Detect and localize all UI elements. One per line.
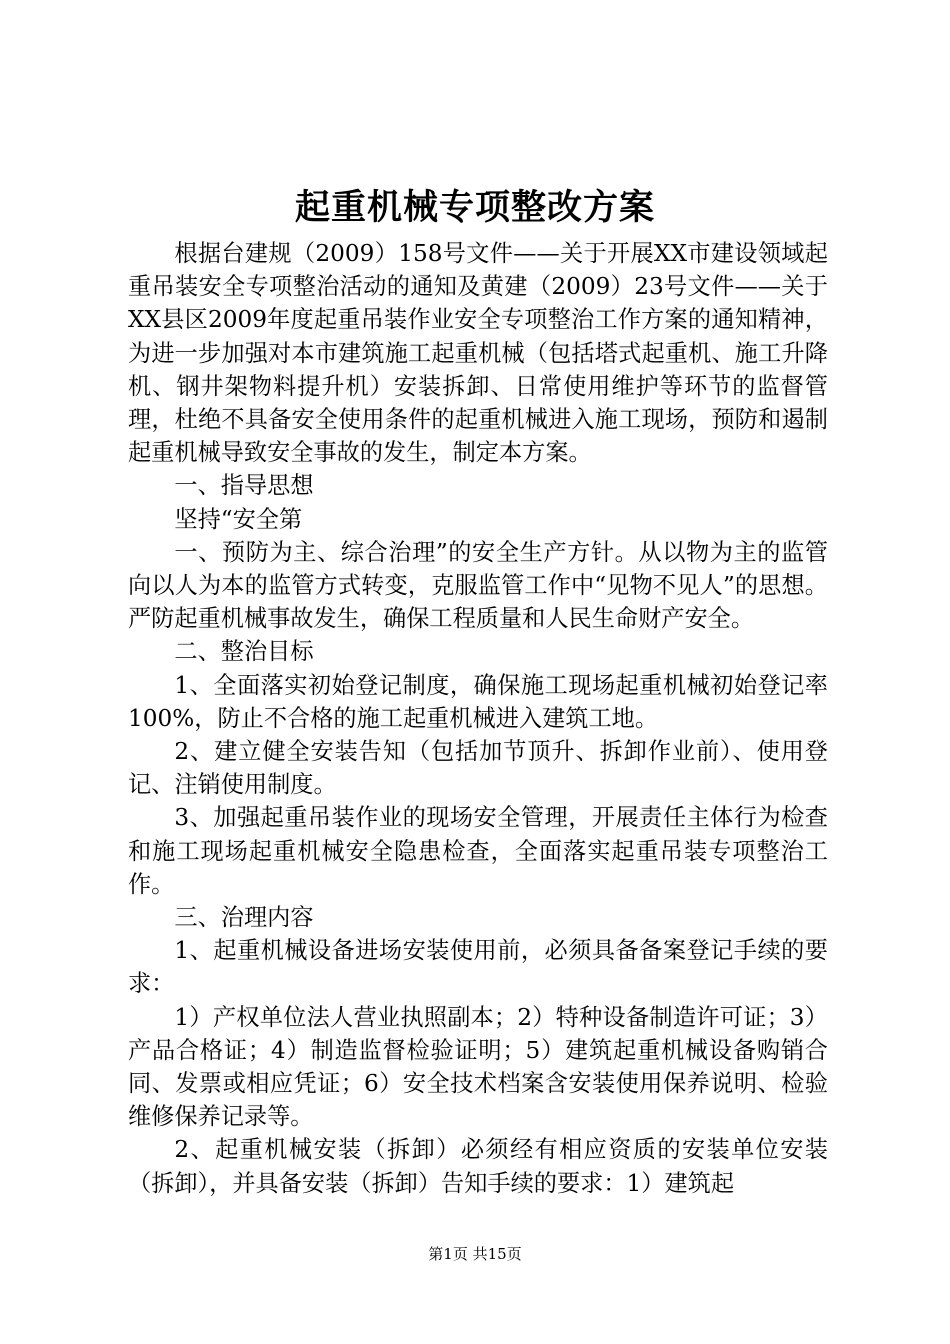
document-body — [128, 237, 828, 1200]
heading-guiding-ideology: 一、指导思想 — [174, 472, 314, 500]
page-footer: 第1页 共15页 — [428, 1245, 522, 1263]
paragraph-content-2: 2、起重机械安装（拆卸）必须经有相应资质的安装单位安装（拆卸），并具备安装（拆卸）告知手续的要求：1）建筑起 — [128, 1136, 828, 1197]
paragraph-content-1-items: 1）产权单位法人营业执照副本；2）特种设备制造许可证；3）产品合格证；4）制造监督检验证明；5）建筑起重机械设备购销合同、发票或相应凭证；6）安全技术档案含安装使用保养说明、检验维修保养记录等。 — [128, 1003, 828, 1131]
paragraph-policy: 一、预防为主、综合治理”的安全生产方针。从以物为主的监管向以人为本的监管方式转变，克服监管工作中“见物不见人”的思想。严防起重机械事故发生，确保工程质量和人民生命财产安全。 — [128, 538, 828, 633]
heading-rectification-goals: 二、整治目标 — [174, 638, 314, 666]
paragraph-goal-2: 2、建立健全安装告知（包括加节顶升、拆卸作业前）、使用登记、注销使用制度。 — [128, 738, 828, 799]
paragraph-adhere: 坚持“安全第 — [174, 505, 303, 533]
paragraph-intro: 根据台建规（2009）158号文件——关于开展XX市建设领域起重吊装安全专项整治活动的通知及黄建（2009）23号文件——关于XX县区2009年度起重吊装作业安全专项整治工作方案的通知精神，为进一步加强对本市建筑施工起重机械（包括塔式起重机、施工升降机、钢井架物料提升机）安装拆卸、日常使用维护等环节的监督管理，杜绝不具备安全使用条件的起重机械进入施工现场，预防和遏制起重机械导致安全事故的发生，制定本方案。 — [128, 240, 828, 467]
document-title: 起重机械专项整改方案 — [294, 188, 655, 228]
paragraph-goal-1: 1、全面落实初始登记制度，确保施工现场起重机械初始登记率100%，防止不合格的施工起重机械进入建筑工地。 — [128, 671, 828, 732]
paragraph-goal-3: 3、加强起重吊装作业的现场安全管理，开展责任主体行为检查和施工现场起重机械安全隐患检查，全面落实起重吊装专项整治工作。 — [128, 804, 828, 898]
paragraph-content-1: 1、起重机械设备进场安装使用前，必须具备备案登记手续的要求： — [128, 937, 828, 998]
heading-governance-content: 三、治理内容 — [174, 904, 314, 932]
